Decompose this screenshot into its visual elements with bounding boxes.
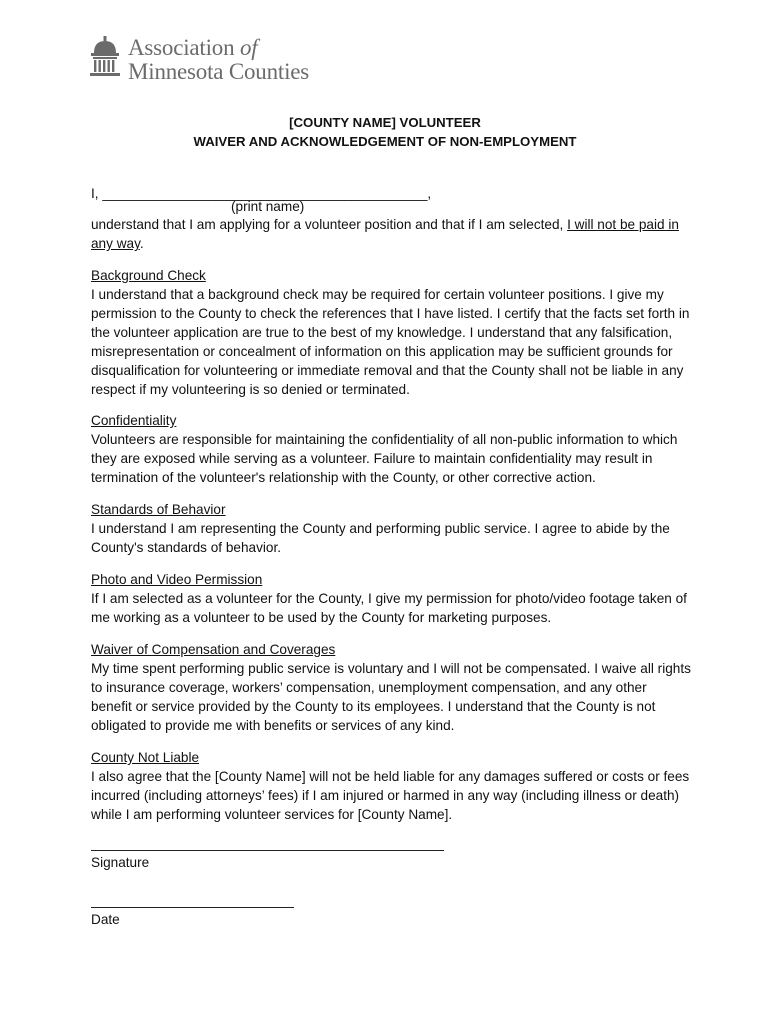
section-photo-video-permission <box>91 570 691 627</box>
section-body: I understand I am representing the County and performing public service. I agree to abide by the County's standards of behavior. <box>91 521 670 555</box>
signature-label: Signature <box>91 855 150 870</box>
document-title-line2: WAIVER AND ACKNOWLEDGEMENT OF NON-EMPLOYMENT <box>193 134 577 149</box>
section-heading: Photo and Video Permission <box>91 572 263 587</box>
date-label: Date <box>91 912 120 927</box>
section-heading: Standards of Behavior <box>91 502 226 517</box>
logo-of: of <box>239 35 258 60</box>
logo-line1: Association <box>128 35 240 60</box>
amc-logo <box>88 36 309 82</box>
section-standards-of-behavior <box>91 500 691 557</box>
section-body: If I am selected as a volunteer for the County, I give my permission for photo/video footage taken of me working as a volunteer to be used by the County for marketing purposes. <box>91 591 687 625</box>
intro-paragraph <box>91 215 691 253</box>
intro-underlined: I will not be paid in any way <box>91 217 679 251</box>
section-county-not-liable <box>91 748 691 824</box>
section-heading: Confidentiality <box>91 413 177 428</box>
section-body: Volunteers are responsible for maintaining the confidentiality of all non-public information to which they are exposed while serving as a volunteer. Failure to maintain confidentiality may result in termination of the volunteer's relationship with the County, or other corrective action. <box>91 432 678 485</box>
document-title-line1: [COUNTY NAME] VOLUNTEER <box>289 115 481 130</box>
section-body: I understand that a background check may be required for certain volunteer positions. I give my permission to the County to check the references that I have listed. I certify that the facts set forth in the volunteer application are true to the best of my knowledge. I understand that any falsification, misrepresentation or concealment of information on this application may be sufficient grounds for disqualification for volunteering or immediate removal and that the County shall not be liable in any respect if my volunteering is so denied or terminated. <box>91 287 690 397</box>
intro-text: understand that I am applying for a volunteer position and that if I am selected, <box>91 217 568 232</box>
capitol-icon <box>88 36 122 78</box>
section-body: I also agree that the [County Name] will not be held liable for any damages suffered or costs or fees incurred (including attorneys’ fees) if I am injured or harmed in any way (including illness or death) while I am performing volunteer services for [County Name]. <box>91 769 690 822</box>
signature-line[interactable] <box>91 850 444 851</box>
section-background-check <box>91 266 691 399</box>
logo-line2: Minnesota Counties <box>128 59 310 84</box>
section-heading: Waiver of Compensation and Coverages <box>91 642 336 657</box>
intro-end: . <box>139 236 144 251</box>
date-line[interactable] <box>91 907 294 908</box>
logo-text <box>128 36 309 84</box>
section-heading: County Not Liable <box>91 750 200 765</box>
section-confidentiality <box>91 411 691 487</box>
print-name-field[interactable]: I, ___________________________________________, <box>91 186 432 201</box>
section-waiver-of-compensation <box>91 640 691 735</box>
section-body: My time spent performing public service is voluntary and I will not be compensated. I waive all rights to insurance coverage, workers’ compensation, unemployment compensation, and any other benefit or service provided by the County to its employees. I understand that the County is not obligated to provide me with benefits or services of any kind. <box>91 661 691 733</box>
print-name-label: (print name) <box>231 199 305 214</box>
section-heading: Background Check <box>91 268 206 283</box>
